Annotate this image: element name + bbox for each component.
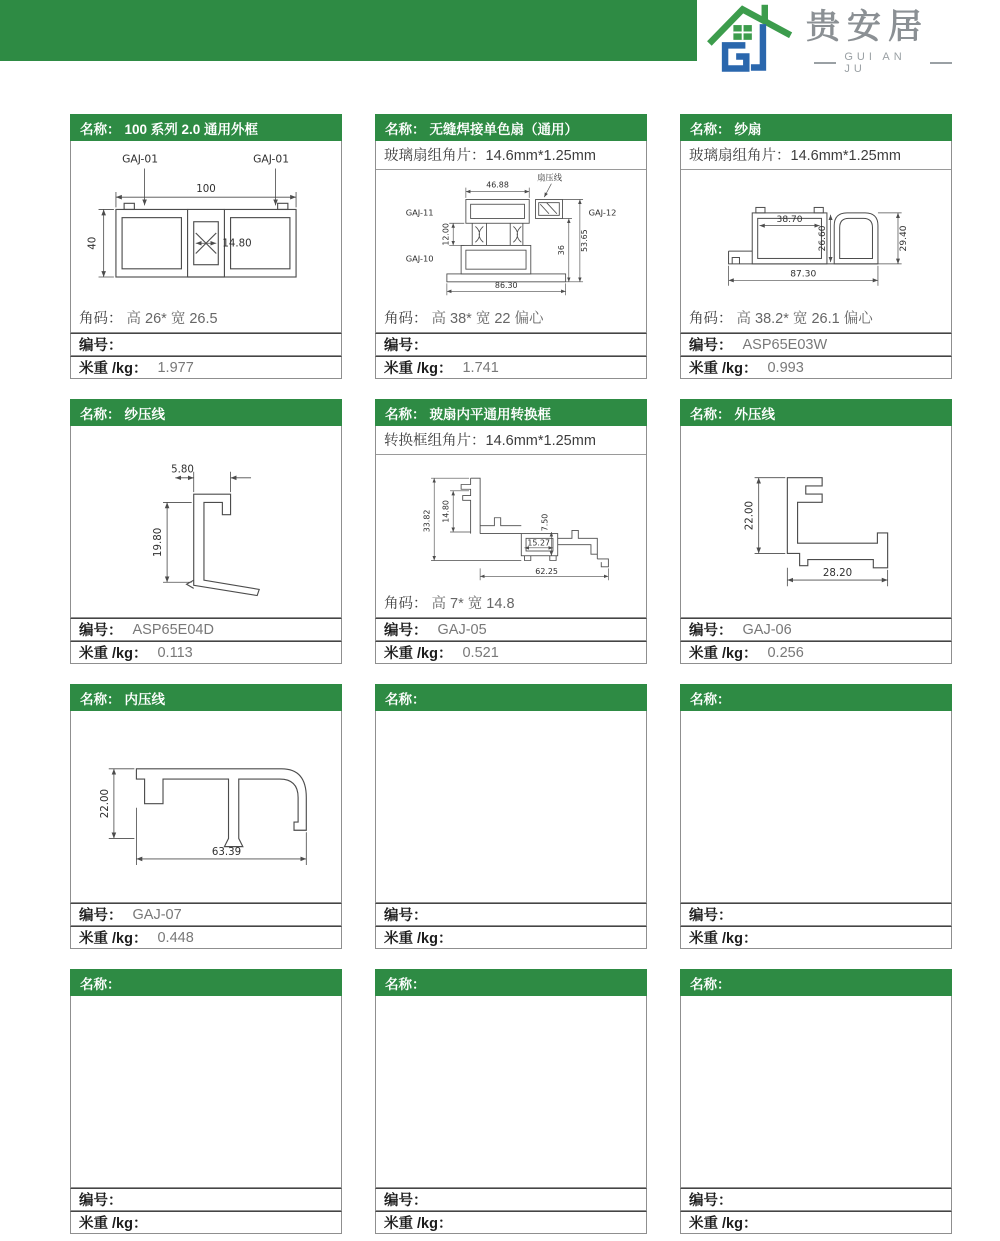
product-card-7 — [70, 684, 342, 949]
dim-bottom: 87.30 — [790, 269, 817, 280]
code-row: 编号： ASP65E04D — [70, 618, 342, 641]
code-row: 编号： — [680, 903, 952, 926]
product-card-3 — [680, 114, 952, 379]
dim-bottom: 63.39 — [211, 846, 242, 858]
product-card-2 — [375, 114, 647, 379]
card-title-bar — [70, 399, 342, 426]
weight-row: 米重 /kg： 0.113 — [70, 641, 342, 664]
spec-line: 玻璃扇组角片：14.6mm*1.25mm — [681, 141, 951, 170]
meter-weight: 0.993 — [767, 359, 804, 376]
name-label: 名称： — [80, 406, 121, 422]
name-label: 名称： — [690, 976, 731, 992]
drawing-area — [376, 170, 646, 305]
dim-small: 7.50 — [540, 513, 550, 532]
code-row: 编号： GAJ-07 — [70, 903, 342, 926]
name-label: 名称： — [690, 121, 731, 137]
dim-left: 22.00 — [99, 788, 111, 819]
name-label: 名称： — [690, 691, 731, 707]
weight-row: 米重 /kg： 1.741 — [375, 356, 647, 379]
meter-weight: 1.977 — [157, 359, 194, 376]
profile-drawing — [75, 441, 337, 603]
product-title: 玻扇内平通用转换框 — [429, 406, 551, 422]
product-title: 外压线 — [734, 406, 775, 422]
dim-left: 12.00 — [441, 223, 451, 246]
card-body — [375, 426, 647, 618]
profile-drawing — [380, 456, 642, 589]
card-title-bar — [70, 684, 342, 711]
drawing-area — [71, 426, 341, 617]
code-row: 编号： — [70, 1188, 342, 1211]
card-body — [680, 996, 952, 1188]
dim-top: 5.80 — [171, 464, 194, 476]
meter-weight: 0.256 — [767, 644, 804, 661]
weight-row: 米重 /kg： — [70, 1211, 342, 1234]
product-code: ASP65E03W — [742, 336, 828, 353]
profile-drawing — [685, 447, 947, 596]
weight-row: 米重 /kg： 0.448 — [70, 926, 342, 949]
dash-right — [930, 62, 952, 64]
weight-row: 米重 /kg： — [680, 1211, 952, 1234]
card-title-bar — [375, 399, 647, 426]
product-card-4 — [70, 399, 342, 664]
dim-left: 22.00 — [744, 500, 756, 530]
code-row: 编号： ASP65E03W — [680, 333, 952, 356]
part-label-right: GAJ-12 — [588, 207, 617, 218]
weight-row: 米重 /kg： 0.993 — [680, 356, 952, 379]
dim-height: 40 — [87, 236, 99, 250]
dim-left: 19.80 — [152, 527, 164, 557]
product-title: 100 系列 2.0 通用外框 — [124, 121, 259, 137]
dim-right-outer: 53.65 — [580, 229, 589, 252]
product-title: 纱压线 — [124, 406, 165, 422]
name-label: 名称： — [385, 406, 426, 422]
drawing-area — [376, 455, 646, 590]
spec-line: 转换框组角片：14.6mm*1.25mm — [376, 426, 646, 455]
brand-text — [806, 10, 960, 75]
brand-logo — [702, 2, 960, 76]
name-label: 名称： — [385, 976, 426, 992]
card-title-bar — [680, 114, 952, 141]
drawing-area — [681, 170, 951, 305]
product-title: 无缝焊接单色扇（通用） — [429, 121, 578, 137]
corner-code-line: 角码： 高 38* 宽 22 偏心 — [384, 311, 544, 327]
card-title-bar — [70, 114, 342, 141]
product-card-8-empty — [375, 684, 647, 949]
product-card-12-empty — [680, 969, 952, 1234]
product-card-11-empty — [375, 969, 647, 1234]
callout-label: 扇压线 — [537, 172, 563, 183]
card-body — [70, 996, 342, 1188]
dim-center: 14.80 — [222, 238, 252, 250]
product-code: GAJ-05 — [437, 621, 487, 638]
name-label: 名称： — [385, 121, 426, 137]
dim-top: 46.88 — [486, 180, 509, 190]
product-card-9-empty — [680, 684, 952, 949]
part-label-left: GAJ-01 — [122, 152, 159, 166]
part-label-right: GAJ-01 — [253, 152, 290, 166]
dim-left: 33.82 — [422, 509, 432, 533]
product-code: GAJ-06 — [742, 621, 792, 638]
weight-row: 米重 /kg： — [375, 1211, 647, 1234]
code-row: 编号： GAJ-06 — [680, 618, 952, 641]
card-title-bar — [375, 114, 647, 141]
code-row: 编号： GAJ-05 — [375, 618, 647, 641]
card-title-bar — [375, 969, 647, 996]
corner-code-line: 角码： 高 38.2* 宽 26.1 偏心 — [689, 311, 873, 327]
product-title: 内压线 — [124, 691, 165, 707]
meter-weight: 0.448 — [157, 929, 194, 946]
code-row: 编号： — [70, 333, 342, 356]
dim-width: 100 — [196, 184, 216, 196]
dim-mid: 26.60 — [818, 225, 829, 252]
dim-box: 15.27 — [527, 538, 551, 548]
drawing-area — [681, 426, 951, 617]
name-label: 名称： — [80, 121, 121, 137]
meter-weight: 0.521 — [462, 644, 499, 661]
spec-line: 玻璃扇组角片：14.6mm*1.25mm — [376, 141, 646, 170]
card-body — [70, 141, 342, 333]
profile-drawing — [685, 171, 947, 304]
profile-drawing — [380, 171, 642, 304]
corner-code-line: 角码： 高 7* 宽 14.8 — [384, 596, 515, 612]
card-body — [70, 426, 342, 618]
code-row: 编号： — [375, 1188, 647, 1211]
profile-drawing — [75, 146, 337, 300]
product-title: 纱扇 — [734, 121, 762, 137]
name-label: 名称： — [80, 976, 121, 992]
product-card-10-empty — [70, 969, 342, 1234]
brand-name-cn: 贵安居 — [806, 8, 929, 46]
house-logo-icon — [702, 2, 798, 74]
card-title-bar — [680, 684, 952, 711]
code-row: 编号： — [375, 333, 647, 356]
part-label-left-top: GAJ-11 — [405, 207, 434, 218]
dim-top: 38.70 — [776, 215, 803, 226]
code-row: 编号： — [375, 903, 647, 926]
weight-row: 米重 /kg： 0.521 — [375, 641, 647, 664]
dim-right: 29.40 — [899, 225, 910, 252]
name-label: 名称： — [80, 691, 121, 707]
profile-drawing — [75, 732, 337, 881]
card-body — [375, 996, 647, 1188]
card-title-bar — [70, 969, 342, 996]
part-label-left-bottom: GAJ-10 — [405, 253, 434, 264]
name-label: 名称： — [690, 406, 731, 422]
dash-left — [814, 62, 836, 64]
dim-bottom: 86.30 — [494, 281, 518, 291]
dim-right-inner: 36 — [557, 245, 567, 256]
card-body — [70, 711, 342, 903]
product-card-grid — [70, 114, 952, 1234]
card-body — [680, 426, 952, 618]
card-title-bar — [680, 969, 952, 996]
dim-inner: 14.80 — [441, 500, 451, 523]
weight-row: 米重 /kg： — [680, 926, 952, 949]
weight-row: 米重 /kg： — [375, 926, 647, 949]
card-title-bar — [375, 684, 647, 711]
top-green-banner — [0, 0, 697, 61]
card-body — [375, 711, 647, 903]
product-code: GAJ-07 — [132, 906, 182, 923]
card-body — [680, 141, 952, 333]
drawing-area — [71, 141, 341, 305]
meter-weight: 1.741 — [462, 359, 499, 376]
weight-row: 米重 /kg： 1.977 — [70, 356, 342, 379]
product-card-6 — [680, 399, 952, 664]
card-title-bar — [680, 399, 952, 426]
weight-row: 米重 /kg： 0.256 — [680, 641, 952, 664]
card-body — [680, 711, 952, 903]
drawing-area — [71, 711, 341, 902]
product-code: ASP65E04D — [132, 621, 214, 638]
brand-name-en: GUI AN JU — [806, 51, 960, 75]
card-body — [375, 141, 647, 333]
meter-weight: 0.113 — [157, 644, 193, 661]
dim-bottom: 62.25 — [535, 566, 558, 576]
code-row: 编号： — [680, 1188, 952, 1211]
name-label: 名称： — [385, 691, 426, 707]
corner-code-line: 角码： 高 26* 宽 26.5 — [79, 311, 218, 327]
product-card-1 — [70, 114, 342, 379]
product-card-5 — [375, 399, 647, 664]
dim-bottom: 28.20 — [822, 567, 853, 579]
